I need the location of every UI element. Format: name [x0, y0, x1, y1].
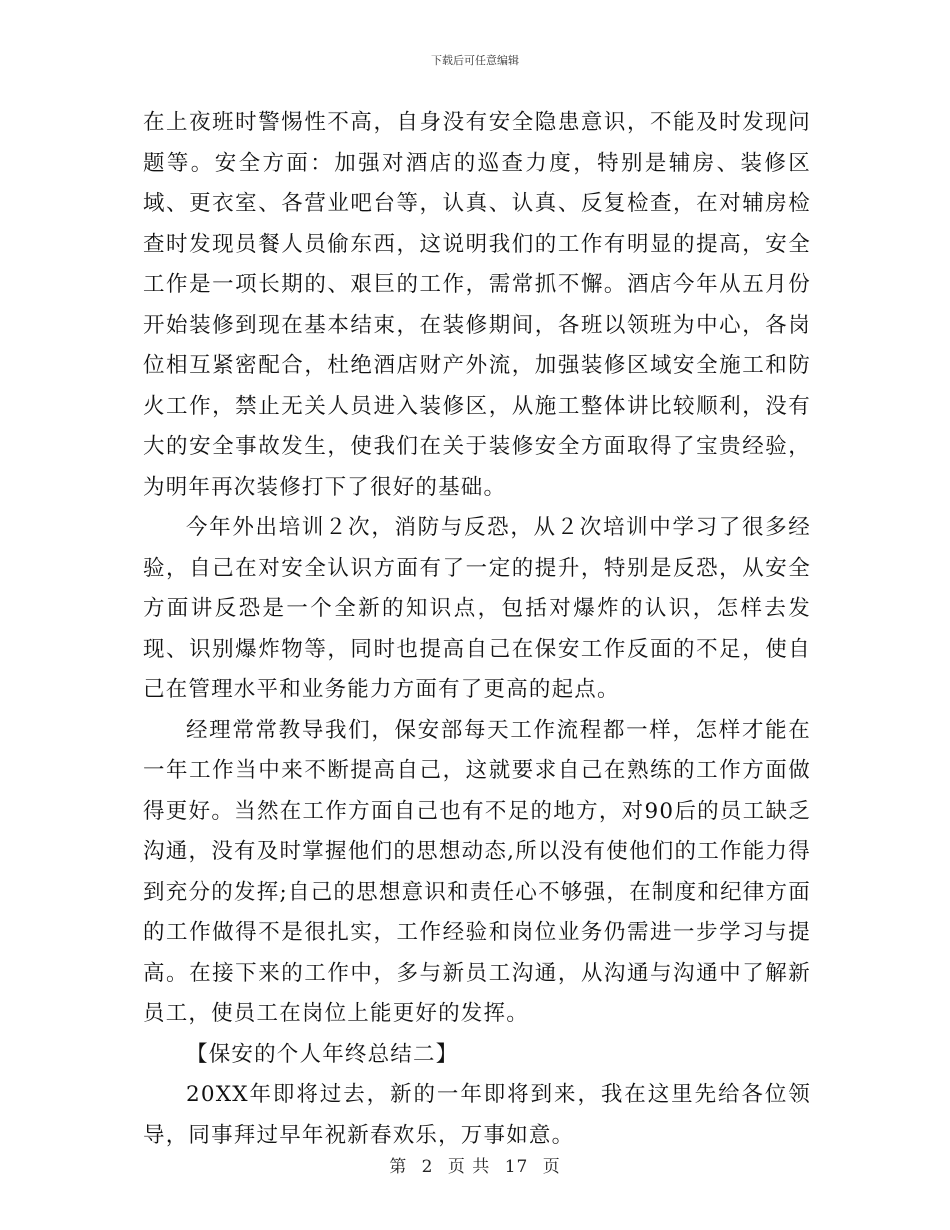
- paragraph-1: 在上夜班时警惕性不高，自身没有安全隐患意识，不能及时发现问题等。安全方面：加强对酒店的巡查力度，特别是辅房、装修区域、更衣室、各营业吧台等，认真、认真、反复检查，在对辅房检查时发现员餐人员偷东西，这说明我们的工作有明显的提高，安全工作是一项长期的、艰巨的工作，需常抓不懈。酒店今年从五月份开始装修到现在基本结束，在装修期间，各班以领班为中心，各岗位相互紧密配合，杜绝酒店财产外流，加强装修区域安全施工和防火工作，禁止无关人员进入装修区，从施工整体讲比较顺利，没有大的安全事故发生，使我们在关于装修安全方面取得了宝贵经验，为明年再次装修打下了很好的基础。: [143, 110, 811, 500]
- footer-prefix: 第: [389, 1157, 408, 1177]
- page-footer: [0, 1152, 950, 1177]
- page-header-note: 下载后可任意编辑: [431, 54, 519, 67]
- footer-middle: 页 共: [447, 1157, 491, 1177]
- document-body: [143, 103, 811, 1156]
- footer-page-number: 2: [421, 1157, 434, 1177]
- paragraph-3: 经理常常教导我们，保安部每天工作流程都一样，怎样才能在一年工作当中来不断提高自己，这就要求自己在熟练的工作方面做得更好。当然在工作方面自己也有不足的地方，对90后的员工缺乏沟通，没有及时掌握他们的思想动态,所以没有使他们的工作能力得到充分的发挥;自己的思想意识和责任心不够强，在制度和纪律方面的工作做得不是很扎实，工作经验和岗位业务仍需进一步学习与提高。在接下来的工作中，多与新员工沟通，从沟通与沟通中了解新员工，使员工在岗位上能更好的发挥。: [143, 717, 811, 1026]
- section-heading: 【保安的个人年终总结二】: [186, 1041, 459, 1067]
- paragraph-2: 今年外出培训２次，消防与反恐，从２次培训中学习了很多经验，自己在对安全认识方面有了一定的提升，特别是反恐，从安全方面讲反恐是一个全新的知识点，包括对爆炸的认识，怎样去发现、识别爆炸物等，同时也提高自己在保安工作反面的不足，使自己在管理水平和业务能力方面有了更高的起点。: [143, 515, 811, 702]
- footer-total-pages: 17: [504, 1157, 529, 1177]
- footer-suffix: 页: [542, 1157, 561, 1177]
- paragraph-4: 20XX年即将过去，新的一年即将到来，我在这里先给各位领导，同事拜过早年祝新春欢乐，万事如意。: [143, 1082, 811, 1148]
